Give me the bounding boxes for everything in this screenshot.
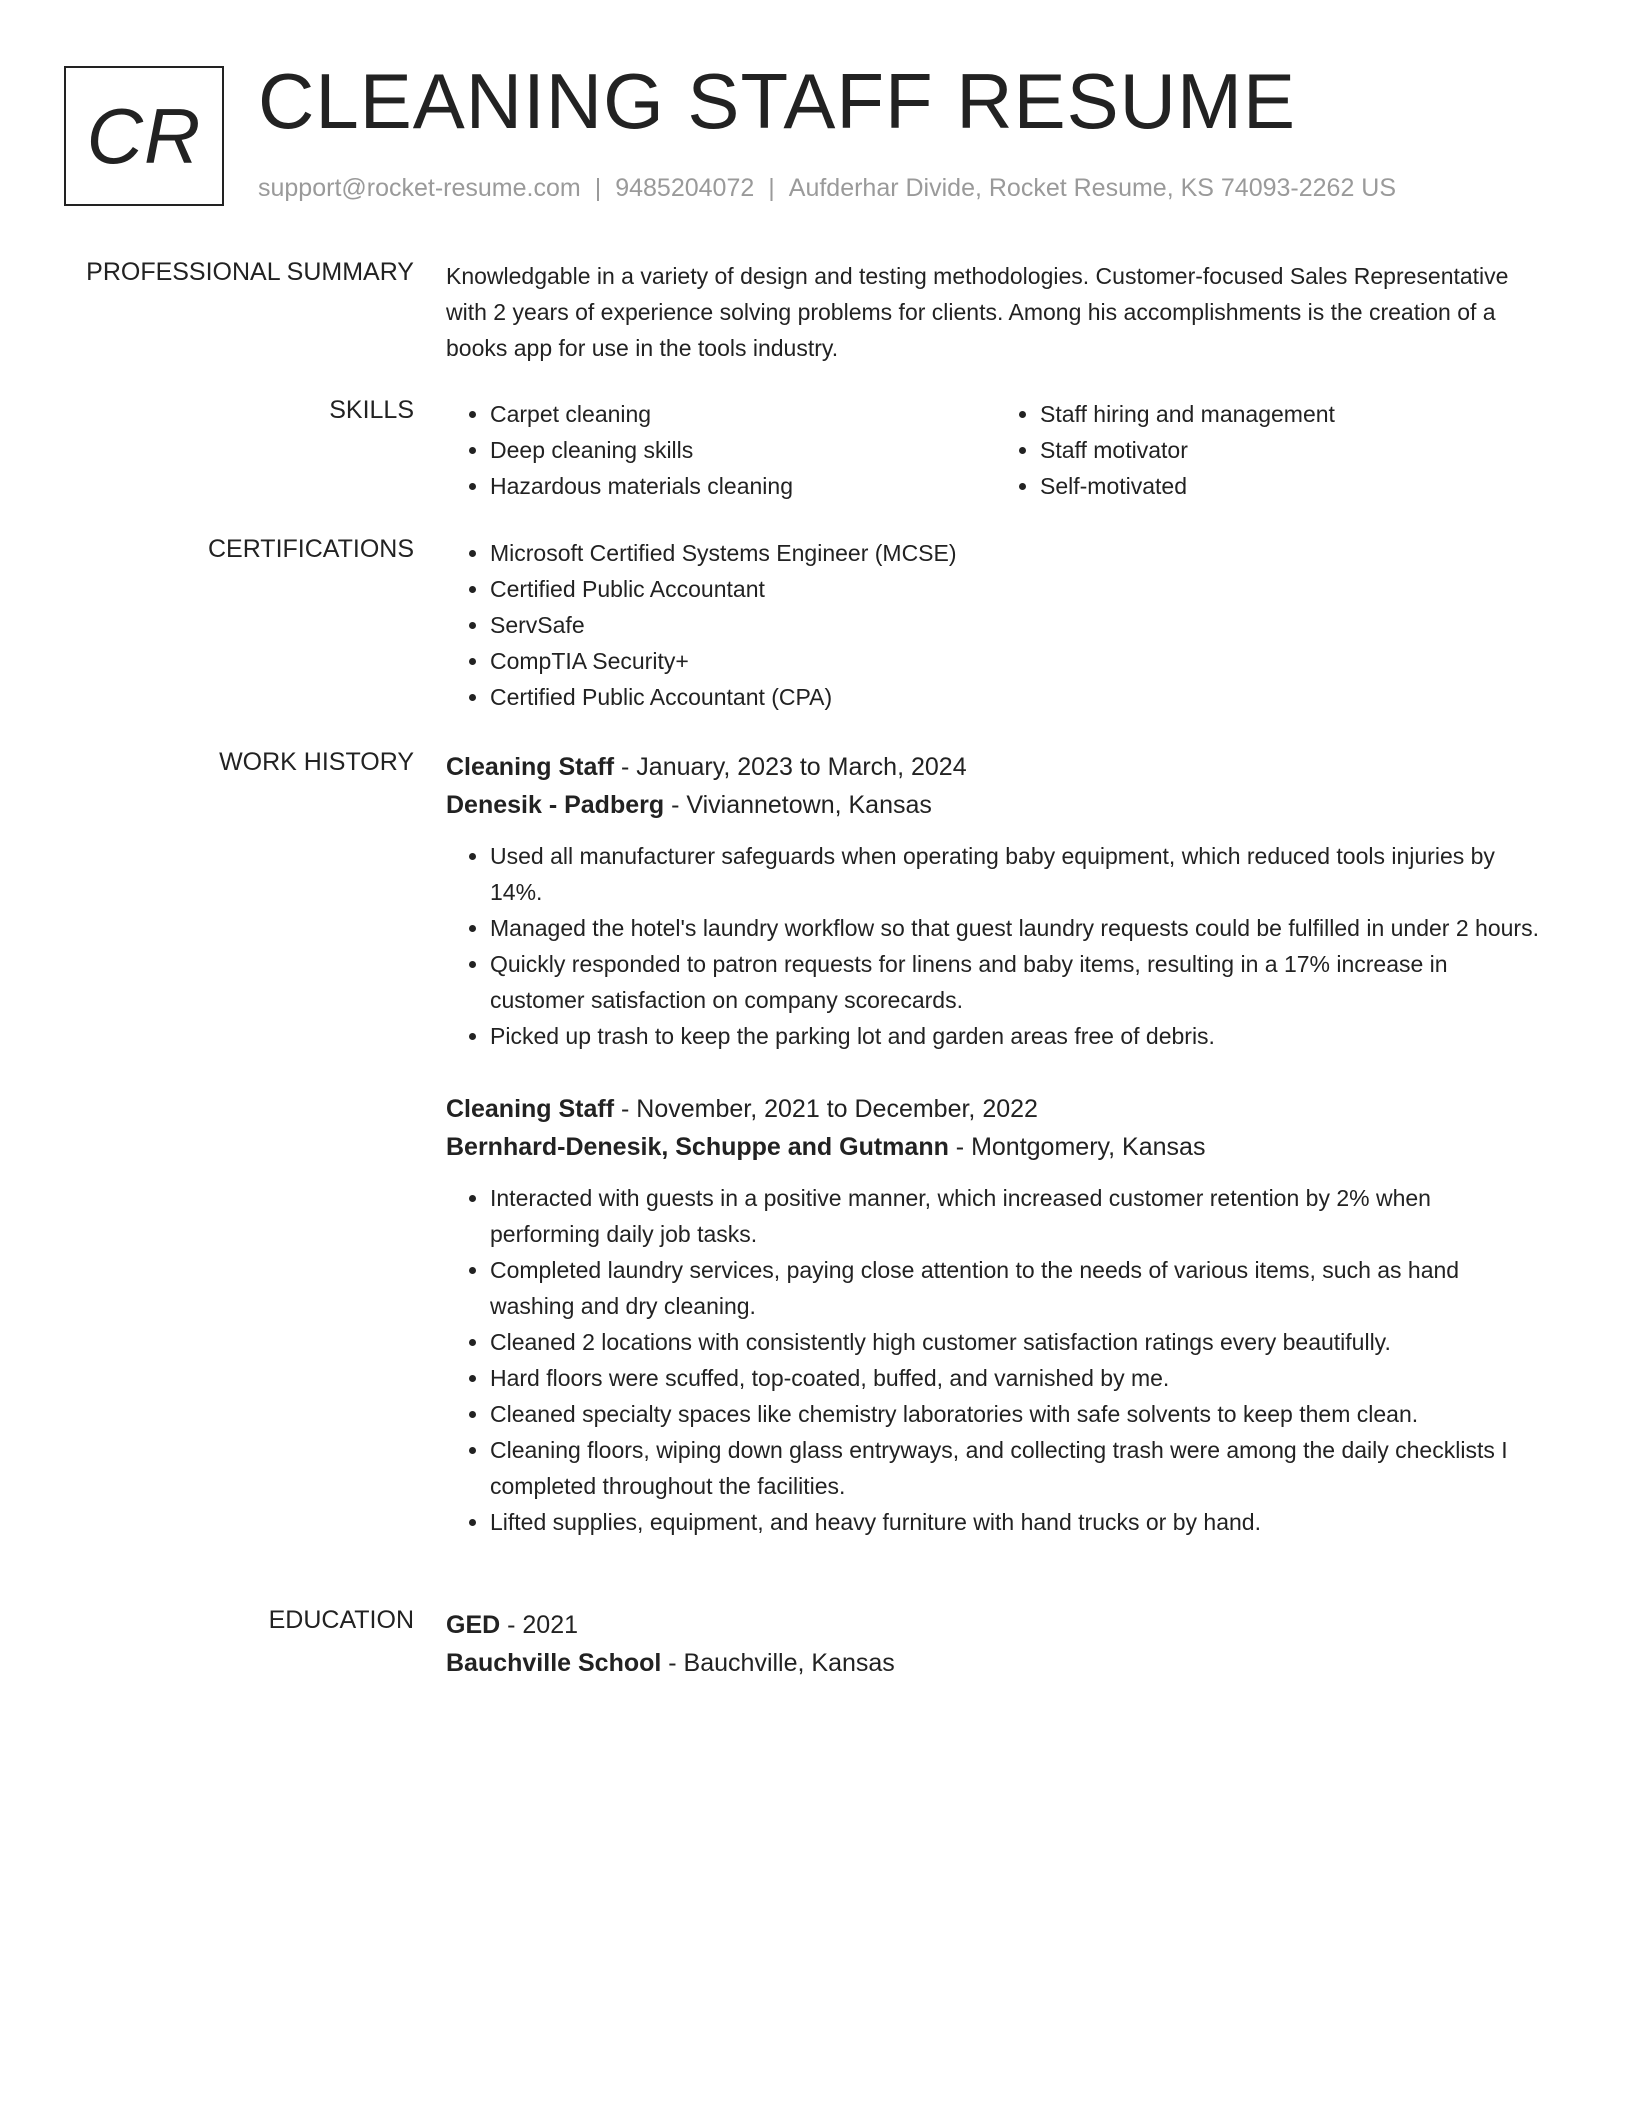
job-bullet: • Lifted supplies, equipment, and heavy furniture with hand trucks or by hand. [490,1504,1546,1540]
work-history-label: WORK HISTORY [219,748,414,776]
certifications-content [446,535,1546,715]
certification-item: • Certified Public Accountant [490,571,1546,607]
work-history-content [446,748,1546,1540]
certifications-label: CERTIFICATIONS [207,535,414,563]
certifications-list [446,535,1546,715]
contact-phone: 9485204072 [615,174,755,202]
job-location: - Viviannetown, Kansas [664,791,932,819]
summary-content [446,258,1546,366]
page-title: CLEANING STAFF RESUME [258,57,1297,145]
contact-separator: | [768,174,775,202]
job-bullet: • Cleaned specialty spaces like chemistry laboratories with safe solvents to keep them clean. [490,1396,1546,1432]
skills-content [446,396,1546,504]
summary-label: PROFESSIONAL SUMMARY [86,258,414,286]
certification-item: • Certified Public Accountant (CPA) [490,679,1546,715]
job-title: Cleaning Staff [446,1095,615,1123]
job-bullet: • Picked up trash to keep the parking lot and garden areas free of debris. [490,1018,1546,1054]
job-title-line [446,1090,1546,1128]
skills-label: SKILLS [329,396,414,424]
job-bullet: • Used all manufacturer safeguards when operating baby equipment, which reduced tools injuries by 14%. [490,838,1546,910]
contact-address: Aufderhar Divide, Rocket Resume, KS 74093-2262 US [788,174,1397,202]
job-title-line [446,748,1546,786]
job-bullets [446,1180,1546,1540]
certification-item: • Microsoft Certified Systems Engineer (MCSE) [490,535,1546,571]
skill-item: • Hazardous materials cleaning [490,468,996,504]
skill-item: • Self-motivated [1040,468,1546,504]
education-degree: GED [446,1611,501,1639]
job-company-line [446,1128,1546,1166]
education-location: - Bauchville, Kansas [661,1649,895,1677]
job-dates: - November, 2021 to December, 2022 [614,1095,1038,1123]
skill-item: • Carpet cleaning [490,396,996,432]
skill-item: • Deep cleaning skills [490,432,996,468]
job-bullet: • Managed the hotel's laundry workflow so that guest laundry requests could be fulfilled in under 2 hours. [490,910,1546,946]
education-school: Bauchville School [446,1649,662,1677]
resume-header [64,57,1568,210]
education-school-line [446,1644,1546,1682]
job-bullet: • Quickly responded to patron requests for linens and baby items, resulting in a 17% increase in customer satisfaction on company scorecards. [490,946,1546,1018]
skills-list-right [996,396,1546,504]
contact-separator: | [594,174,602,202]
education-degree-line [446,1606,1546,1644]
job-company: Bernhard-Denesik, Schuppe and Gutmann [446,1133,949,1161]
skill-item: • Staff hiring and management [1040,396,1546,432]
education-content [446,1606,1546,1682]
job-entry [446,748,1546,1054]
contact-email: support@rocket-resume.com [258,174,581,202]
monogram: CR [64,66,224,206]
job-bullet: • Cleaned 2 locations with consistently high customer satisfaction ratings every beautifully. [490,1324,1546,1360]
job-entry [446,1090,1546,1540]
certification-item: • CompTIA Security+ [490,643,1546,679]
job-bullets [446,838,1546,1054]
job-bullet: • Cleaning floors, wiping down glass entryways, and collecting trash were among the daily checklists I completed throughout the facilities. [490,1432,1546,1504]
summary-text: Knowledgable in a variety of design and testing methodologies. Customer-focused Sales Representative with 2 years of experience solving problems for clients. Among his accomplishments is the creation of a books app for use in the tools industry. [446,263,1509,361]
education-year: - 2021 [500,1611,579,1639]
skill-item: • Staff motivator [1040,432,1546,468]
contact-line [258,174,1396,203]
job-location: - Montgomery, Kansas [948,1133,1206,1161]
certification-item: • ServSafe [490,607,1546,643]
job-bullet: • Completed laundry services, paying close attention to the needs of various items, such as hand washing and dry cleaning. [490,1252,1546,1324]
job-bullet: • Hard floors were scuffed, top-coated, buffed, and varnished by me. [490,1360,1546,1396]
job-dates: - January, 2023 to March, 2024 [614,753,967,781]
skills-list-left [446,396,996,504]
education-label: EDUCATION [268,1606,414,1634]
job-company: Denesik - Padberg [446,791,665,819]
job-company-line [446,786,1546,824]
job-title: Cleaning Staff [446,753,615,781]
job-bullet: • Interacted with guests in a positive manner, which increased customer retention by 2% when performing daily job tasks. [490,1180,1546,1252]
